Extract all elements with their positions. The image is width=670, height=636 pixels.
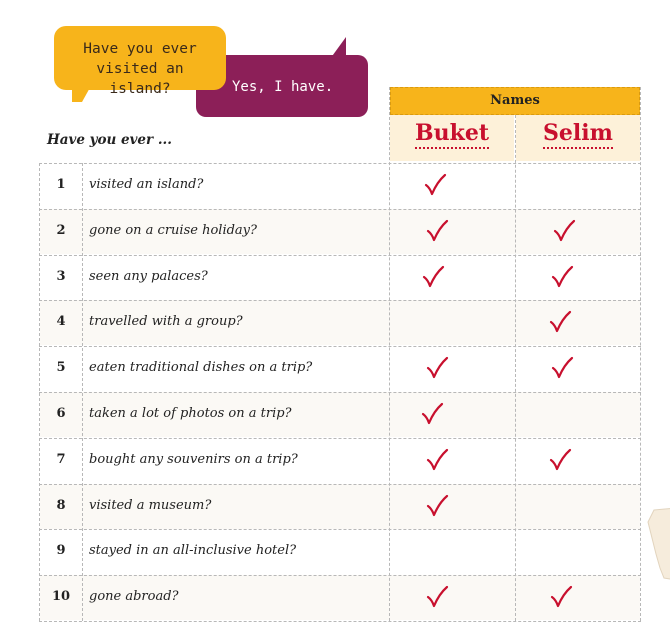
check-mark-icon: [425, 494, 449, 518]
row-question: gone abroad?: [89, 589, 179, 605]
question-line-2: visited an island?: [96, 61, 184, 97]
grid-line: [515, 115, 516, 621]
table-intro-label: Have you ever ...: [47, 132, 172, 148]
check-mark-icon: [421, 265, 445, 289]
torn-paper-decoration: [646, 508, 670, 580]
row-number: 1: [56, 177, 66, 192]
row-question: taken a lot of photos on a trip?: [89, 406, 292, 421]
grid-line: [39, 209, 641, 210]
check-mark-icon: [425, 356, 449, 380]
name-cell-selim: [516, 115, 640, 161]
names-header: Names: [390, 87, 640, 115]
grid-line: [640, 87, 641, 621]
check-mark-icon: [425, 448, 449, 472]
question-line-1: Have you ever: [83, 41, 197, 57]
question-bubble: [54, 26, 226, 97]
check-mark-icon: [550, 265, 574, 289]
grid-line: [39, 392, 641, 393]
grid-line: [39, 438, 641, 439]
row-question: bought any souvenirs on a trip?: [89, 451, 298, 467]
check-mark-icon: [548, 448, 572, 472]
row-number: 6: [56, 406, 66, 421]
row-question: travelled with a group?: [89, 314, 243, 330]
row-number: 4: [56, 314, 66, 330]
row-number: 5: [56, 360, 66, 376]
row-question: visited an island?: [89, 177, 204, 192]
row-number: 8: [56, 497, 66, 513]
name-selim: Selim: [543, 121, 613, 149]
grid-line: [39, 484, 641, 485]
check-mark-icon: [552, 219, 576, 243]
row-question: eaten traditional dishes on a trip?: [89, 360, 313, 376]
row-question: stayed in an all-inclusive hotel?: [89, 543, 297, 559]
grid-line: [39, 255, 641, 256]
check-mark-icon: [548, 310, 572, 334]
check-mark-icon: [550, 356, 574, 380]
row-number: 9: [56, 543, 66, 559]
name-buket: Buket: [415, 121, 489, 149]
check-mark-icon: [549, 585, 573, 609]
answer-text: Yes, I have.: [232, 79, 334, 95]
grid-line: [39, 163, 641, 164]
row-number: 10: [51, 589, 71, 605]
row-question: visited a museum?: [89, 497, 212, 513]
grid-line: [39, 163, 40, 621]
row-number: 7: [56, 451, 66, 467]
check-mark-icon: [425, 585, 449, 609]
row-question: gone on a cruise holiday?: [89, 222, 257, 238]
row-number: 2: [56, 222, 66, 238]
grid-line: [39, 300, 641, 301]
grid-line: [389, 87, 390, 621]
row-question: seen any palaces?: [89, 268, 208, 284]
grid-line: [39, 575, 641, 576]
grid-line: [82, 163, 83, 621]
check-mark-icon: [423, 173, 447, 197]
row-number: 3: [56, 268, 66, 284]
check-mark-icon: [420, 402, 444, 426]
grid-line: [39, 346, 641, 347]
name-cell-buket: [390, 115, 514, 161]
grid-line: [39, 621, 641, 622]
grid-line: [39, 529, 641, 530]
check-mark-icon: [425, 219, 449, 243]
